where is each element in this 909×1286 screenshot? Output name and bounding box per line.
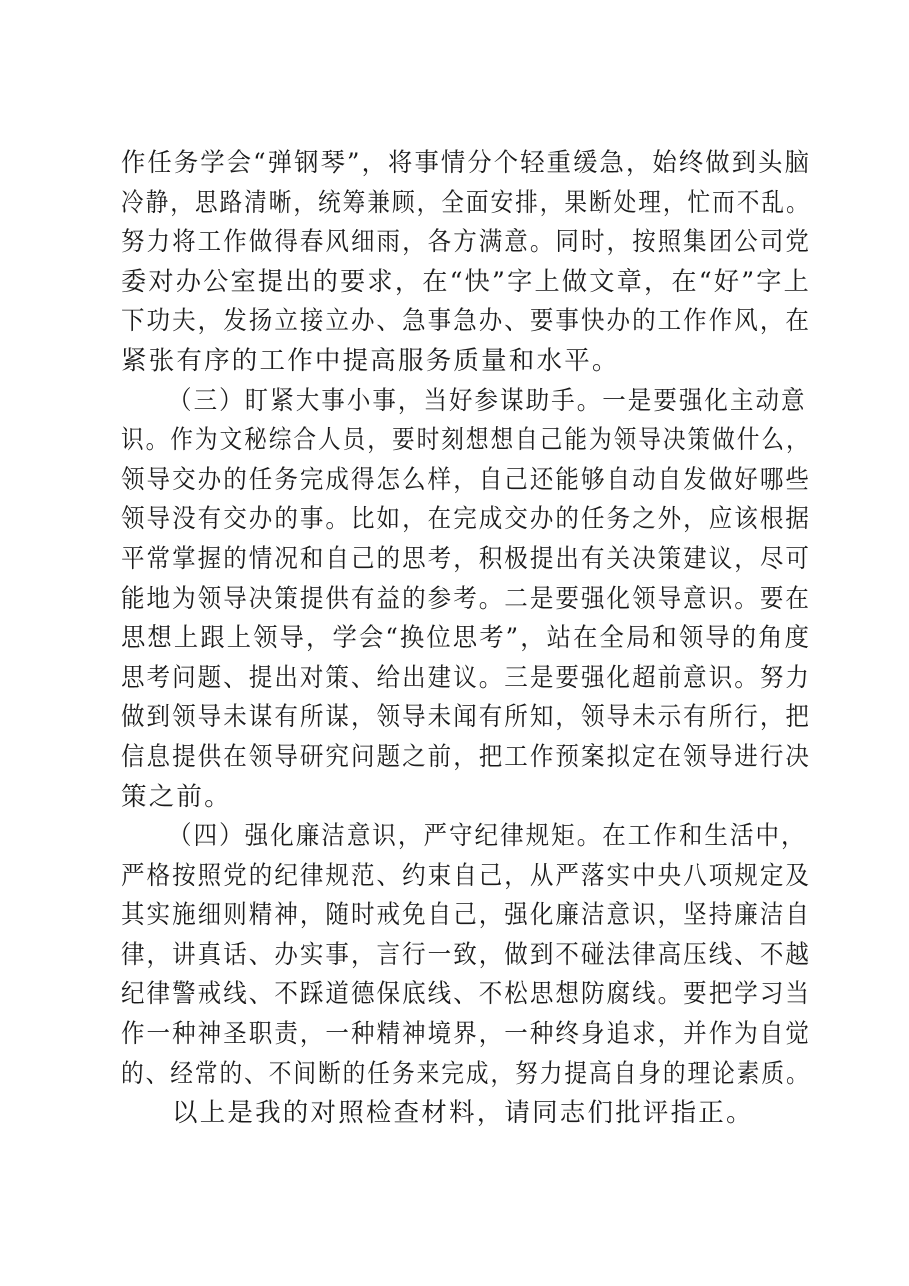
text-line: 思考问题、提出对策、给出建议。三是要强化超前意识。努力 <box>121 662 811 693</box>
text-line: （四）强化廉洁意识，严守纪律规矩。在工作和生活中， <box>168 821 807 852</box>
text-line: 作任务学会“弹钢琴”，将事情分个轻重缓急，始终做到头脑 <box>121 148 812 178</box>
text-line: 作一种神圣职责，一种精神境界，一种终身追求，并作为自觉 <box>121 1019 811 1050</box>
text-line: 领导没有交办的事。比如，在完成交办的任务之外，应该根据 <box>121 504 811 535</box>
text-line: 紧张有序的工作中提高服务质量和水平。 <box>121 345 620 376</box>
text-line: 努力将工作做得春风细雨，各方满意。同时，按照集团公司党 <box>121 227 811 258</box>
text-line: 其实施细则精神，随时戒免自己，强化廉洁意识，坚持廉洁自 <box>121 900 811 931</box>
text-line: 信息提供在领导研究问题之前，把工作预案拟定在领导进行决 <box>121 741 811 772</box>
text-line: 平常掌握的情况和自己的思考，积极提出有关决策建议，尽可 <box>121 543 811 574</box>
text-line: 委对办公室提出的要求，在“快”字上做文章，在“好”字上 <box>121 266 812 297</box>
text-line: 领导交办的任务完成得怎么样，自己还能够自动自发做好哪些 <box>121 464 811 495</box>
text-line: 律，讲真话、办实事，言行一致，做到不碰法律高压线、不越 <box>121 939 811 970</box>
text-line: （三）盯紧大事小事，当好参谋助手。一是要强化主动意 <box>168 385 807 416</box>
text-line: 严格按照党的纪律规范、约束自己，从严落实中央八项规定及 <box>121 860 811 891</box>
document-body <box>121 144 811 1134</box>
text-line: 纪律警戒线、不踩道德保底线、不松思想防腐线。要把学习当 <box>121 979 811 1010</box>
text-line: 下功夫，发扬立接立办、急事急办、要事快办的工作作风，在 <box>121 306 811 337</box>
text-line: 识。作为文秘综合人员，要时刻想想自己能为领导决策做什么， <box>121 425 811 456</box>
text-line: 思想上跟上领导，学会“换位思考”，站在全局和领导的角度 <box>121 623 812 654</box>
text-line: 策之前。 <box>121 781 232 812</box>
text-line: 做到领导未谋有所谋，领导未闻有所知，领导未示有所行，把 <box>121 702 811 733</box>
text-line: 以上是我的对照检查材料，请同志们批评指正。 <box>172 1098 754 1129</box>
text-line: 的、经常的、不间断的任务来完成，努力提高自身的理论素质。 <box>121 1058 811 1089</box>
text-line: 能地为领导决策提供有益的参考。二是要强化领导意识。要在 <box>121 583 811 614</box>
text-line: 冷静，思路清晰，统筹兼顾，全面安排，果断处理，忙而不乱。 <box>121 187 811 218</box>
